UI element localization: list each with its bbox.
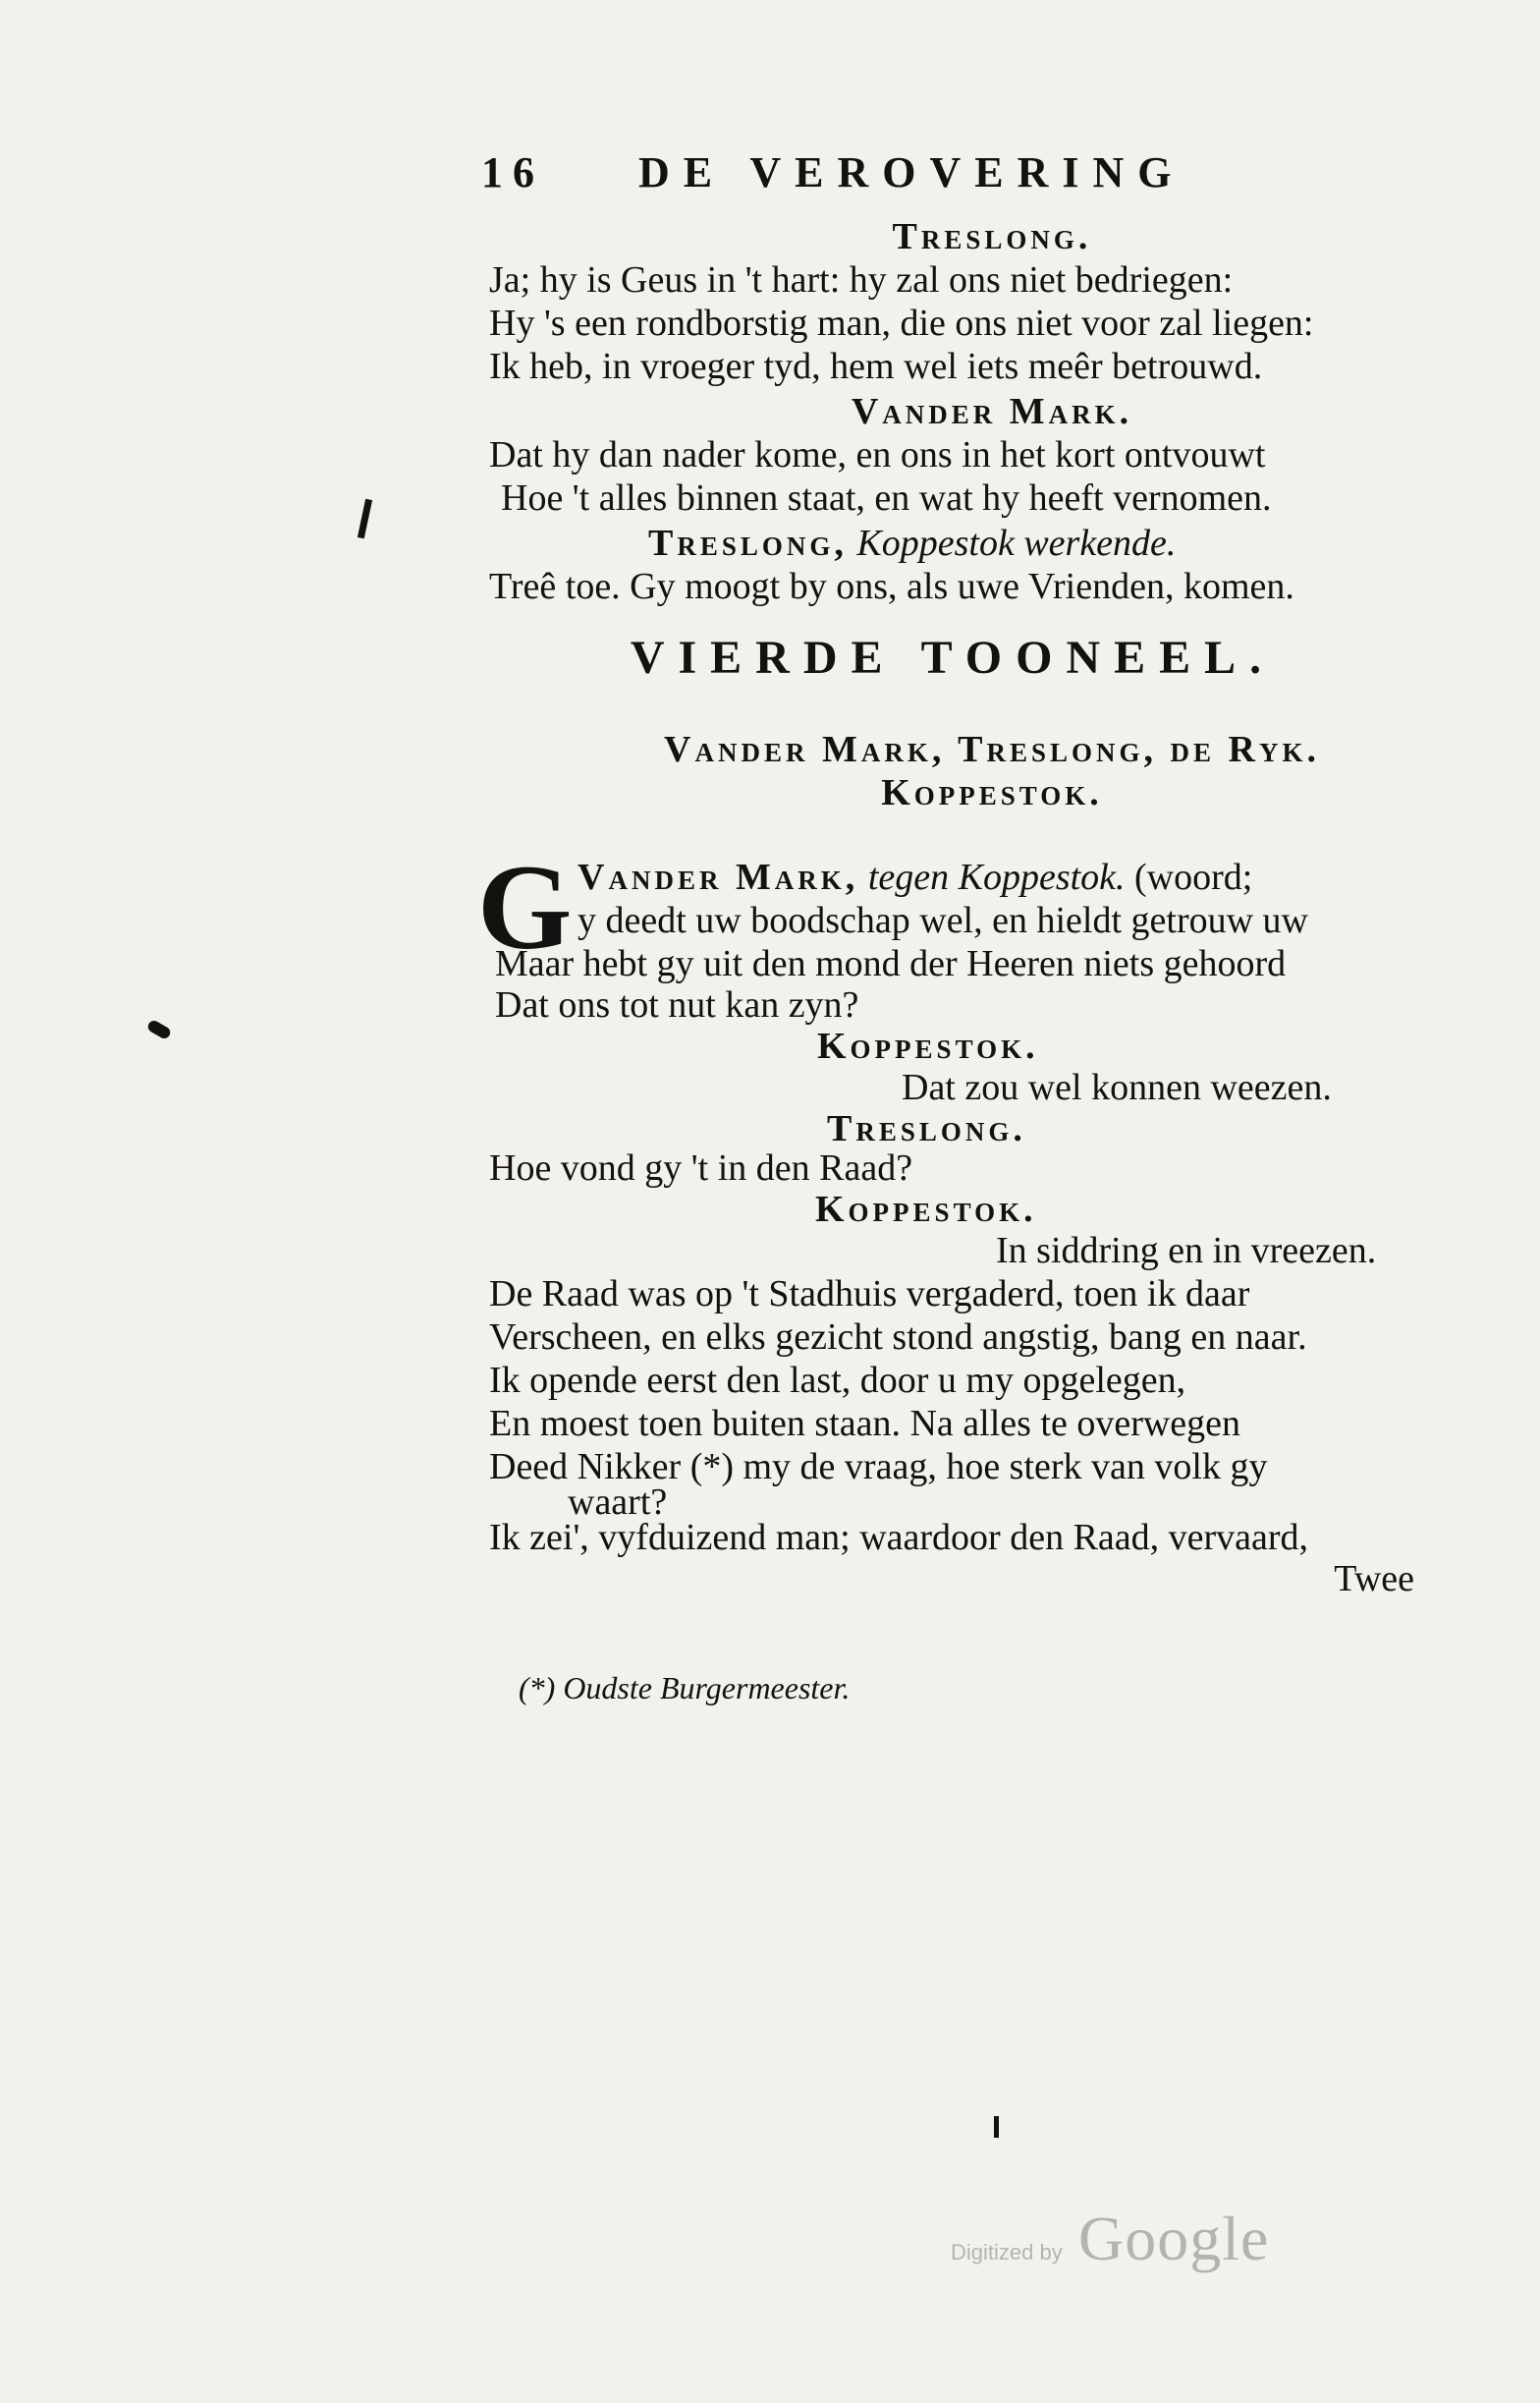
margin-stroke [358,499,372,539]
digitized-by-label: Digitized by [951,2240,1063,2264]
verse-line: Dat zou wel konnen weezen. [902,1067,1332,1108]
google-logo: Google [1078,2204,1270,2273]
cast-list: Koppestok. [881,772,1103,813]
speaker-treslong-direction [648,521,1540,566]
verse-line: Ik heb, in vroeger tyd, hem wel iets meêr betrouwd. [489,346,1263,387]
verse-line: En moest toen buiten staan. Na alles te overwegen [489,1403,1241,1444]
verse-line: y deedt uw boodschap wel, en hieldt getrouw uw [578,900,1308,941]
speaker-name: Treslong, [648,523,848,564]
speaker-koppestok: Koppestok. [815,1189,1037,1230]
verse-line: Ja; hy is Geus in 't hart: hy zal ons niet bedriegen: [489,259,1234,301]
stage-direction: Koppestok werkende. [856,523,1177,564]
verse-line: In siddring en in vreezen. [996,1230,1377,1271]
speaker-name: Vander Mark, [578,857,859,898]
verse-line: Ik zei', vyfduizend man; waardoor den Raad, vervaard, [489,1517,1309,1558]
verse-line: Hy 's een rondborstig man, die ons niet voor zal liegen: [489,303,1314,344]
verse-line: Maar hebt gy uit den mond der Heeren niets gehoord [495,943,1287,984]
running-title: DE VEROVERING [638,148,1185,196]
catchword: Twee [1334,1558,1414,1599]
ink-blot [146,1019,173,1040]
ink-mark [994,2116,999,2138]
speaker-line [578,855,1540,900]
stage-direction: tegen Koppestok. [867,857,1126,898]
verse-line: De Raad was op 't Stadhuis vergaderd, toen ik daar [489,1273,1250,1314]
verse-line: Ik opende eerst den last, door u my opgelegen, [489,1360,1186,1401]
footnote: (*) Oudste Burgermeester. [519,1670,851,1705]
verse-line: Verscheen, en elks gezicht stond angstig, bang en naar. [489,1316,1307,1358]
speaker-treslong: Treslong. [892,216,1092,257]
verse-line: Dat hy dan nader kome, en ons in het kort ontvouwt [489,434,1266,475]
verse-line: Hoe 't alles binnen staat, en wat hy heeft vernomen. [501,477,1272,519]
drop-cap: G [477,840,573,975]
verse-line: Deed Nikker (*) my de vraag, hoe sterk van volk gy [489,1446,1268,1487]
running-header [481,147,1287,206]
scene-heading: VIERDE TOONEEL. [630,632,1276,684]
speaker-koppestok: Koppestok. [817,1026,1039,1067]
speaker-vander-mark: Vander Mark. [851,391,1133,432]
digitized-footer [951,2203,1285,2281]
verse-line: Dat ons tot nut kan zyn? [495,984,859,1026]
speaker-treslong: Treslong. [827,1108,1026,1149]
page-number: 16 [481,148,544,196]
cast-list: Vander Mark, Treslong, de Ryk. [664,729,1320,770]
verse-line: Treê toe. Gy moogt by ons, als uwe Vrienden, komen. [489,566,1294,607]
verse-line: Hoe vond gy 't in den Raad? [489,1147,913,1189]
verse-overflow: (woord; [1134,857,1253,898]
verse-line: waart? [568,1481,668,1523]
